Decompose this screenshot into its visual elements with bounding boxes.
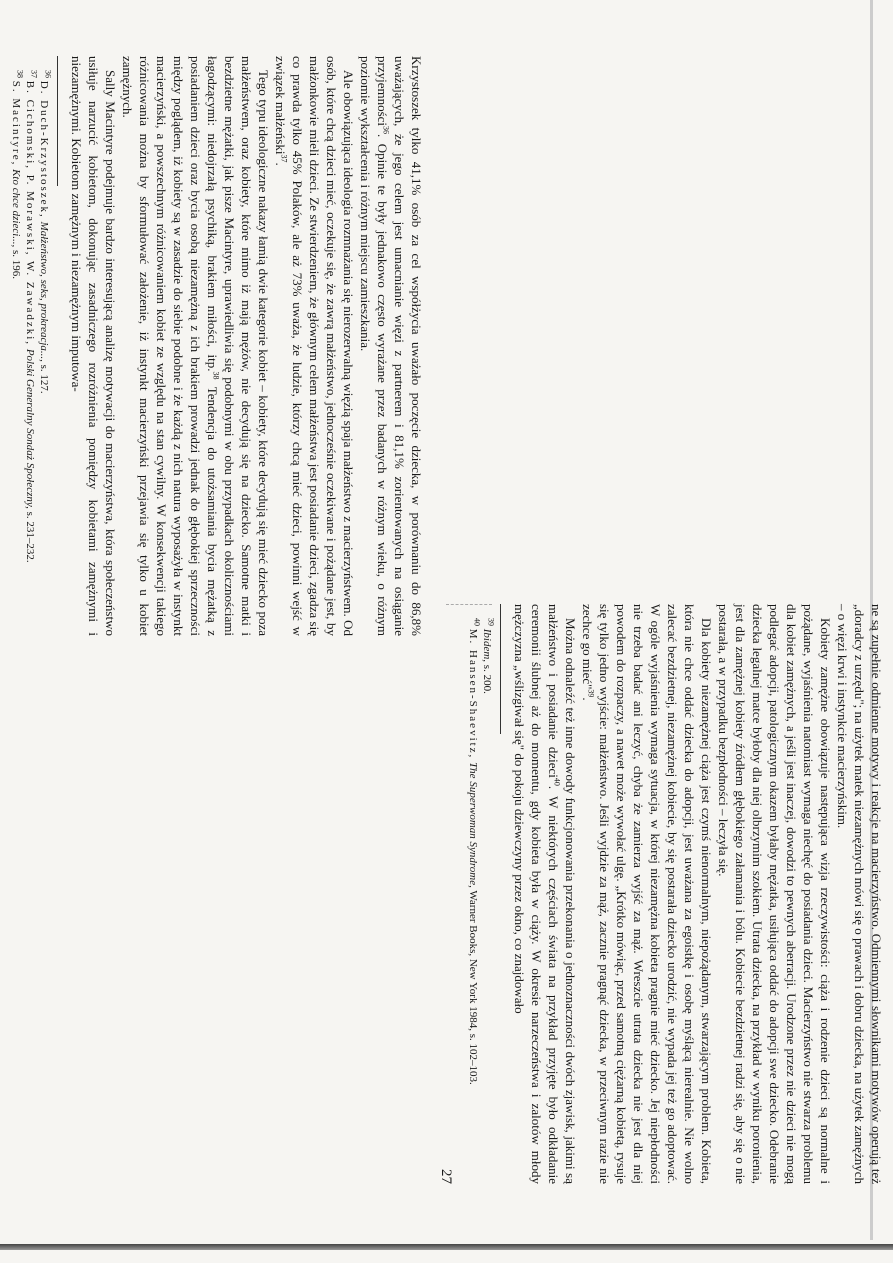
footnote: $^{38}$ S. Macintyre, Kto chce dzieci..., s. 196. — [10, 70, 25, 280]
page-number: 27 — [438, 1169, 454, 1184]
footnote: $^{40}$ M. Hansen-Shaevitz, The Superwoman Syndrome, Warner Books, New York 1984, s. 102–103. — [467, 618, 482, 1085]
paragraph: Dla kobiety niezamężnej ciąża jest czymś nienormalnym, niepożądanym, stwarzającym problem. Kobieta, która nie chce oddać dziecka do adopcji, jest uważana za egoistkę i osobę myślącą nierealnie. Nie wolno zalecać bezdzietnej, niezamężnej kobiecie, by się postarała dziecko urodzić, nie wypada jej też go adoptować. W ogóle wyjaśnienia wymaga sytuacja, w której niezamężna kobieta pragnie mieć dziecko. Jej niepłodności nie trzeba badać ani leczyć, chyba że zamierza wyjść za mąż. Wreszcie utrata dziecka nie jest dla niej powodem do rozpaczy, a nawet może wywołać ulgę. „Krótko mówiąc, przed samotną ciężarną kobietą, rysuje się tylko jedno wyjście: małżeństwo. Jeśli wyjdzie za mąż, zacznie pragnąć dziecka, w przeciwnym razie nie zechce go mieć"$^{39}$. — [580, 604, 714, 1184]
page-26 — [10, 56, 425, 636]
paragraph: Kobiety zamężne obowiązuje następująca wizja rzeczywistości: ciąża i rodzenie dzieci są normalne i pożądane, wyjaśnienia natomiast wymaga niechęć do posiadania dzieci. Macierzyństwo nie stwarza problemu dla kobiet zamężnych, a jeśli jest inaczej, dowodzi to pewnych aberracji. Urodzone przez nie dzieci nie mogą podlegać adopcji, patologicznym okazem byłaby mężatka, usiłująca oddać do adopcji swe dziecko. Odebranie dziecka legalnej matce byłoby dla niej olbrzymim szokiem. Utrata dziecka, na przykład w wyniku poronienia, jest dla zamężnej kobiety źródłem głębokiego załamania i bólu. Kobiecie bezdzietnej radzi się, aby się o nie postarała, a w przypadku bezpłodności – leczyła się. — [716, 604, 833, 1184]
footnotes — [466, 604, 494, 1184]
footnote: $^{39}$ Ibidem, s. 200. — [481, 618, 496, 694]
paragraph: Ale obowiązująca ideologia rozmnażania się nierozerwalną więzią spaja małżeństwo z macierzyństwem. Od osób, które chcą dzieci mieć, oczekuje się, że zawrą małżeństwo, jednocześnie oczekiwane i pożądane jest, by małżonkowie mieli dzieci. Ze stwierdzeniem, że głównym celem małżeństwa jest posiadanie dzieci, zgadza się co prawda tylko 45% Polaków, ale aż 73% uważa, że ludzie, którzy chcą mieć dzieci, powinni wejść w związek małżeński$^{37}$. — [273, 56, 356, 636]
scan-edge-bottom — [0, 1244, 893, 1250]
footnotes — [9, 56, 51, 636]
paragraph: Krzystoszek tylko 41,1% osób za cel współżycia uważało poczęcie dziecka, w porównaniu do 86,8% uważających, że jego celem jest umacnianie więzi z partnerem i 81,1% zorientowanych na osiąganie przyjemności$^{36}$. Opinie te były jednakowo często wyrażane przez badanych w różnym wieku, o różnym poziomie wykształcenia i różnym miejscu zamieszkania. — [358, 56, 424, 636]
paragraph: ne są zupełnie odmienne motywy i reakcje na macierzyństwo. Odmiennymi słownikami motywów operują też „doradcy z urzędu"; na użytek matek niezamężnych mówi się o prawach i dobru dziecka, na użytek zamężnych – o więzi krwi i instynkcie macierzyńskim. — [835, 604, 884, 1184]
footnote: $^{36}$ D. Duch-Krzystoszek, Małżeństwo, seks, prokreacja..., s. 127. — [38, 70, 53, 394]
footnote-rule — [500, 604, 501, 734]
footnote-rule — [57, 56, 58, 186]
footnote: $^{37}$ B. Cichomski, P. Morawski, W. Zawadzki, Polski Generalny Sondaż Społeczny, s. 231–232. — [24, 70, 39, 563]
paragraph: Tego typu ideologiczne nakazy łamią dwie kategorie kobiet – kobiety, które decydują się mieć dziecko poza małżeństwem, oraz kobiety, które mimo iż mają mężów, nie decydują się na dziecko. Samotne matki i bezdzietne mężatki, jak pisze Macintyre, uprawiedliwia się podobnymi w obu przypadkach okolicznościami łagodzącymi: niedojrzałą psychiką, brakiem miłości, itp.$^{38}$ Tendencja do utożsamiania bycia mężatką z posiadaniem dzieci oraz bycia osobą niezamężną z ich brakiem prowadzi jednak do głębokiej sprzeczności między poglądem, iż kobiety są w zasadzie do siebie podobne i że każdą z nich natura wyposażyła w instynkt macierzyński, a powszechnym różnicowaniem kobiet ze względu na stan cywilny. W konsekwencji takiego różnicowania można by sformułować założenie, iż instynkt macierzyński przejawia się tylko u kobiet zamężnych. — [120, 56, 271, 636]
paragraph: Sally Macintyre podejmuje bardzo interesującą analizę motywacji do macierzyństwa, która społeczeństwo usiłuje narzucić kobietom, dokonując zasadniczego rozróżnienia pomiędzy kobietami zamężnymi i niezamężnymi. Kobietom zamężnym i niezamężnym imputowa- — [69, 56, 118, 636]
page-27-body — [511, 604, 885, 1184]
page-26-body — [68, 56, 425, 636]
page-27 — [438, 604, 885, 1184]
paragraph: Można odnaleźć też inne dowody funkcjonowania przekonania o jednoznaczności dwóch zjawisk, jakimi są małżeństwo i posiadanie dzieci$^{40}$. W niektórych częściach świata na przykład przyjęte było odkładanie ceremonii ślubnej aż do momentu, gdy kobieta była w ciąży. W okresie narzeczeństwa i zalotów młody mężczyzna „wślizgiwał się" do pokoju dziewczyny przez okno, co znajdowało — [512, 604, 578, 1184]
